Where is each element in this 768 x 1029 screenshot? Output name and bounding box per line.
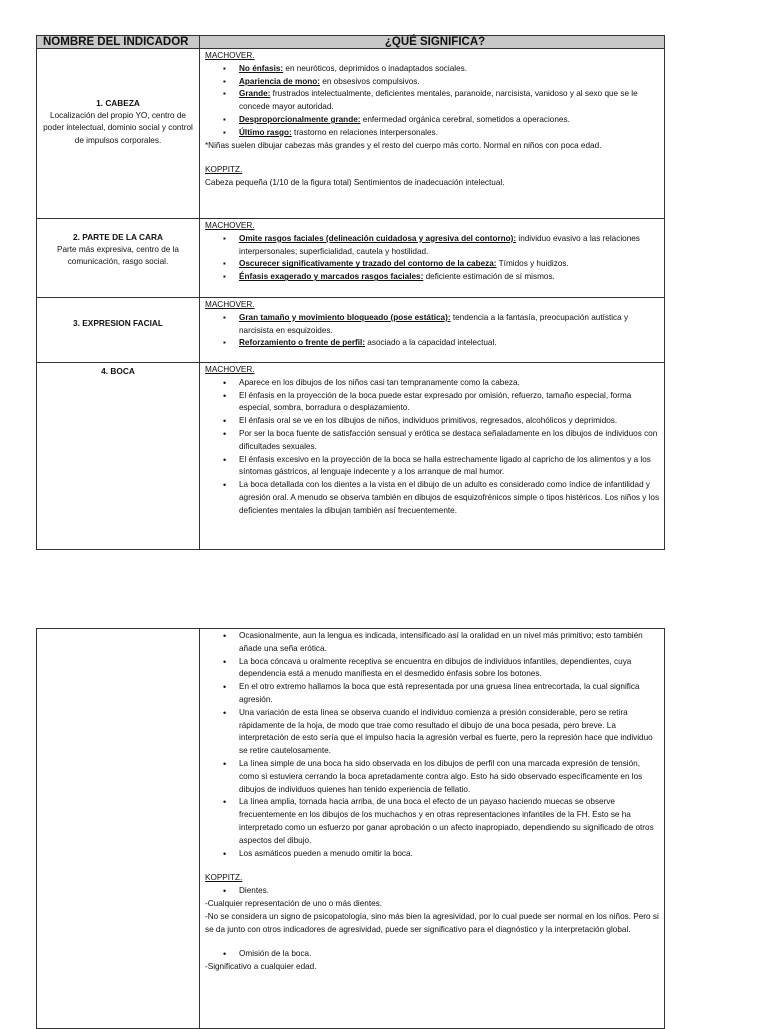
table-row	[37, 629, 665, 1029]
meaning-cell	[200, 219, 665, 298]
source-label: MACHOVER.	[205, 300, 255, 309]
indicator-cell	[37, 49, 200, 219]
meaning-cell	[200, 363, 665, 550]
indicator-title: 1. CABEZA	[96, 98, 140, 108]
meaning-cell	[200, 298, 665, 363]
list-item: • La boca detallada con los dientes a la vista en el dibujo de un adulto es considerado como índice de infantilidad y agresión oral. A menudo se observa también en dibujos de esquizofrénicos simple o tipos histéricos. Los niños y los deficientes mentales la dibujan también así frecuentemente.	[239, 479, 660, 517]
indicator-title: 2. PARTE DE LA CARA	[73, 232, 163, 242]
list-item: • Los asmáticos pueden a menudo omitir la boca.	[239, 848, 660, 861]
list-item: • Aparece en los dibujos de los niños casi tan tempranamente como la cabeza.	[239, 377, 660, 390]
header-indicator-name: NOMBRE DEL INDICADOR	[37, 36, 200, 49]
bullet-list	[205, 233, 660, 284]
list-item: • Ocasionalmente, aun la lengua es indicada, intensificado así la oralidad en un nivel más primitivo; esto también añade una seña erótica.	[239, 630, 660, 656]
meaning-cell	[200, 49, 665, 219]
table-row	[37, 219, 665, 298]
indicator-description: Parte más expresiva, centro de la comunicación, rasgo social.	[57, 244, 179, 266]
list-item: • Omisión de la boca.	[239, 948, 660, 961]
bullet-list	[205, 377, 660, 518]
table-row	[37, 363, 665, 550]
list-item: • Dientes.	[239, 885, 660, 898]
source-label: MACHOVER.	[205, 365, 255, 374]
indicator-table-2	[36, 628, 665, 1029]
list-item: • La línea simple de una boca ha sido observada en los dibujos de perfil con una marcada expresión de tensión, como si estuviera cerrando la boca apretadamente contra algo. Esto ha sido observado específicamente en los dibujos de individuos quienes han tenido experiencia de fellatio.	[239, 758, 660, 796]
list-item: • El énfasis excesivo en la proyección de la boca se halla estrechamente ligado al capricho de los alimentos y a los síntomas gástricos, al lenguaje indecente y a los arranque de mal humor.	[239, 454, 660, 480]
bullet-list	[205, 312, 660, 350]
list-item: ▪ Omite rasgos faciales (delineación cuidadosa y agresiva del contorno): individuo evasivo a las relaciones interpersonales; superficialidad, cautela y hostilidad.	[239, 233, 660, 259]
list-item: • El énfasis oral se ve en los dibujos de niños, individuos primitivos, regresados, alcohólicos y deprimidos.	[239, 415, 660, 428]
indicator-description: Localización del propio YO, centro de poder intelectual, dominio social y control de impulsos corporales.	[43, 110, 193, 145]
source-label: MACHOVER.	[205, 51, 255, 60]
bullet-list	[205, 885, 660, 898]
list-item: ▪ No énfasis: en neuróticos, deprimidos o inadaptados sociales.	[239, 63, 660, 76]
koppitz-text: -Significativo a cualquier edad.	[205, 962, 317, 972]
indicator-cell	[37, 629, 200, 1029]
indicator-title: 3. EXPRESION FACIAL	[73, 318, 163, 328]
table-header-row	[37, 36, 665, 49]
list-item: • El énfasis en la proyección de la boca puede estar expresado por omisión, refuerzo, tamaño especial, forma especial, sombra, borradura o desplazamiento.	[239, 390, 660, 416]
list-item: ▪ Grande: frustrados intelectualmente, deficientes mentales, paranoide, narcisista, vanidoso y al sexo que se le concede mayor autoridad.	[239, 88, 660, 114]
indicator-cell	[37, 219, 200, 298]
table-row	[37, 49, 665, 219]
bullet-list	[205, 63, 660, 140]
list-item: ▪ Desproporcionalmente grande: enfermedad orgánica cerebral, sometidos a operaciones.	[239, 114, 660, 127]
bullet-list	[205, 948, 660, 961]
list-item: • Una variación de esta línea se observa cuando el individuo comienza a presión considerable, pero se retira rápidamente de la hoja, de modo que trae como resultado el dibujo de una boca pesada, pero breve. La interpretación de esto sería que el impulso hacia la agresión verbal es fuerte, pero la represión hace que individuo se retire cautelosamente.	[239, 707, 660, 758]
list-item: • La línea amplia, tornada hacia arriba, de una boca el efecto de un payaso haciendo muecas se observe frecuentemente en los dibujos de los muchachos y en otras representaciones infantiles de la FH. Esto se ha interpretado como un esfuerzo por ganar aprobación o un afecto inapropiado, dependiendo su significado de otros aspectos del dibujo.	[239, 796, 660, 847]
list-item: ▪ Reforzamiento o frente de perfil: asociado a la capacidad intelectual.	[239, 337, 660, 350]
indicator-cell	[37, 298, 200, 363]
indicator-cell	[37, 363, 200, 550]
note-text: *Niñas suelen dibujar cabezas más grandes y el resto del cuerpo más corto. Normal en niños con poca edad.	[205, 140, 602, 150]
source-label: KOPPITZ.	[205, 165, 243, 175]
list-item: ▪ Último rasgo: trastorno en relaciones interpersonales.	[239, 127, 660, 140]
koppitz-text: -No se considera un signo de psicopatología, sino más bien la agresividad, por lo cual puede ser normal en los niños. Pero si se da junto con otros indicadores de agresividad, puede ser significativo para el diagnóstico y la interpretación global.	[205, 911, 659, 934]
indicator-table-1	[36, 35, 665, 550]
list-item: ▪ Énfasis exagerado y marcados rasgos faciales: deficiente estimación de sí mismos.	[239, 271, 660, 284]
meaning-cell	[200, 629, 665, 1029]
header-meaning: ¿QUÉ SIGNIFICA?	[200, 36, 665, 49]
list-item: ▪ Oscurecer significativamente y trazado del contorno de la cabeza: Tímidos y huidizos.	[239, 258, 660, 271]
koppitz-text: -Cualquier representación de uno o más dientes.	[205, 898, 383, 908]
table-row	[37, 298, 665, 363]
koppitz-text: Cabeza pequeña (1/10 de la figura total) Sentimientos de inadecuación intelectual.	[205, 178, 505, 188]
list-item: • La boca cóncava u oralmente receptiva se encuentra en dibujos de individuos infantiles, dependientes, cuya dependencia está a menudo manifiesta en el desmedido énfasis sobre los botones.	[239, 656, 660, 682]
list-item: • Por ser la boca fuente de satisfacción sensual y erótica se destaca señaladamente en los dibujos de individuos con dificultades sexuales.	[239, 428, 660, 454]
list-item: • En el otro extremo hallamos la boca que está representada por una gruesa línea entrecortada, la cual significa agresión.	[239, 681, 660, 707]
source-label: KOPPITZ.	[205, 873, 243, 883]
list-item: ▪ Gran tamaño y movimiento bloqueado (pose estática): tendencia a la fantasía, preocupación autística y narcisista en esquizoides.	[239, 312, 660, 338]
list-item: ▪ Apariencia de mono: en obsesivos compulsivos.	[239, 76, 660, 89]
bullet-list	[205, 630, 660, 860]
source-label: MACHOVER.	[205, 221, 255, 230]
indicator-title: 4. BOCA	[101, 366, 135, 376]
